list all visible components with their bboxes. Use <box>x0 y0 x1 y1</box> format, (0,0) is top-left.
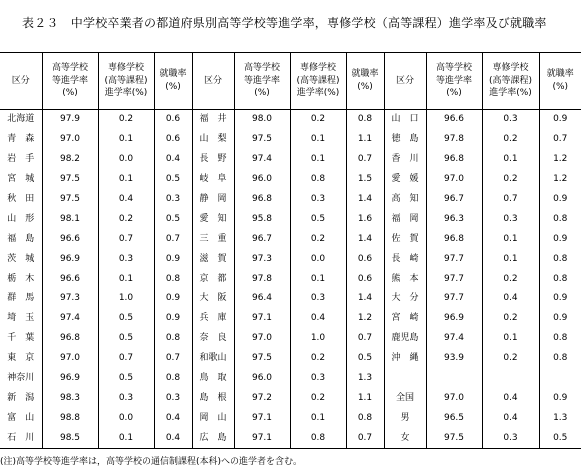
header-hs-rate-line: 高等学校 <box>243 63 280 74</box>
region-name: 群 馬 <box>7 293 35 304</box>
region-name: 沖 縄 <box>384 349 426 369</box>
senshu-rate-value: 0.5 <box>98 329 154 349</box>
senshu-rate-value: 0.2 <box>482 349 539 369</box>
header-hs-rate-line: 高等学校 <box>51 63 88 74</box>
header-senshu-rate-line: (高等課程) <box>296 75 340 86</box>
table-title: 表２３ 中学校卒業者の都道府県別高等学校等進学率，専修学校（高等課程）進学率及び就職率 <box>22 16 547 30</box>
hs-rate-value: 96.8 <box>426 229 482 249</box>
header-region: 区分 <box>192 53 234 110</box>
employ-rate-value: 1.2 <box>539 150 581 170</box>
hs-rate-value: 97.0 <box>426 170 482 190</box>
table-row <box>0 309 581 329</box>
hs-rate-value: 97.5 <box>234 130 290 150</box>
region-name: 宮 崎 <box>384 309 426 329</box>
hs-rate-value: 97.0 <box>42 349 98 369</box>
region-name: 新 潟 <box>7 392 35 403</box>
header-senshu-rate-line: (高等課程) <box>104 75 148 86</box>
hs-rate-value: 97.8 <box>426 130 482 150</box>
hs-rate-value: 97.5 <box>42 170 98 190</box>
region-name: 滋 賀 <box>192 249 234 269</box>
hs-rate-value: 97.9 <box>42 110 98 130</box>
hs-rate-value: 96.8 <box>426 150 482 170</box>
senshu-rate-value: 0.1 <box>98 269 154 289</box>
senshu-rate-value: 0.3 <box>290 369 346 389</box>
hs-rate-value: 96.7 <box>234 229 290 249</box>
header-senshu-rate-line: 専修学校 <box>492 63 529 74</box>
table-row <box>0 110 581 130</box>
senshu-rate-value: 0.7 <box>98 349 154 369</box>
region-name: 広 島 <box>192 428 234 448</box>
hs-rate-value: 96.6 <box>42 229 98 249</box>
employ-rate-value: 1.3 <box>539 408 581 428</box>
hs-rate-value: 96.6 <box>426 110 482 130</box>
hs-rate-value: 97.7 <box>426 289 482 309</box>
region-name: 鳥 取 <box>192 369 234 389</box>
employ-rate-value: 1.4 <box>346 229 384 249</box>
region-name: 奈 良 <box>192 329 234 349</box>
employ-rate-value: 0.5 <box>154 209 192 229</box>
senshu-rate-value: 0.7 <box>482 190 539 210</box>
employ-rate-value: 0.7 <box>346 428 384 448</box>
senshu-rate-value: 0.4 <box>98 190 154 210</box>
region-name: 石 川 <box>0 428 42 448</box>
region-name: 神奈川 <box>7 373 35 384</box>
header-hs-rate <box>234 53 290 110</box>
region-name: 島 根 <box>192 388 234 408</box>
region-name: 全国 <box>384 388 426 408</box>
hs-rate-value: 97.3 <box>42 289 98 309</box>
header-employ-rate-line: (%) <box>165 82 181 92</box>
region-name: 長 野 <box>192 150 234 170</box>
hs-rate-value: 98.1 <box>42 209 98 229</box>
senshu-rate-value: 0.5 <box>290 209 346 229</box>
table-row <box>0 329 581 349</box>
table-row <box>0 229 581 249</box>
senshu-rate-value: 0.1 <box>482 229 539 249</box>
hs-rate-value: 97.5 <box>426 428 482 448</box>
hs-rate-value: 97.8 <box>234 269 290 289</box>
senshu-rate-value: 0.1 <box>98 170 154 190</box>
header-hs-rate <box>42 53 98 110</box>
hs-rate-value: 97.0 <box>42 130 98 150</box>
hs-rate-value: 96.8 <box>42 329 98 349</box>
employ-rate-value: 0.8 <box>539 349 581 369</box>
senshu-rate-value: 0.2 <box>482 269 539 289</box>
hs-rate-value: 97.4 <box>42 309 98 329</box>
senshu-rate-value: 0.4 <box>482 388 539 408</box>
region-name: 鹿児島 <box>384 329 426 349</box>
employ-rate-value: 0.9 <box>539 229 581 249</box>
region-name: 千 葉 <box>7 333 35 344</box>
header-employ-rate-line: (%) <box>552 82 569 92</box>
header-senshu-rate-line: 専修学校 <box>299 63 336 74</box>
senshu-rate-value: 0.3 <box>98 388 154 408</box>
region-name: 静 岡 <box>192 190 234 210</box>
hs-rate-value <box>426 369 482 389</box>
table-row <box>0 428 581 448</box>
table-row <box>0 190 581 210</box>
senshu-rate-value: 0.0 <box>290 249 346 269</box>
header-employ-rate <box>346 53 384 110</box>
senshu-rate-value: 0.2 <box>290 349 346 369</box>
region-name: 北海道 <box>7 114 35 125</box>
header-senshu-rate-line: 進学率(%) <box>104 88 148 99</box>
employ-rate-value: 0.8 <box>154 369 192 389</box>
region-name: 兵 庫 <box>192 309 234 329</box>
hs-rate-value: 97.1 <box>234 309 290 329</box>
senshu-rate-value: 0.1 <box>482 249 539 269</box>
region-name <box>384 369 426 389</box>
senshu-rate-value: 0.3 <box>482 209 539 229</box>
employ-rate-value: 1.1 <box>346 130 384 150</box>
hs-rate-value: 96.6 <box>42 269 98 289</box>
hs-rate-value: 93.9 <box>426 349 482 369</box>
header-hs-rate-line: 等進学率 <box>243 75 280 86</box>
header-employ-rate-line: 就職率 <box>546 69 574 80</box>
employ-rate-value: 0.3 <box>154 388 192 408</box>
table-row <box>0 349 581 369</box>
header-senshu-rate <box>482 53 539 110</box>
employ-rate-value: 0.5 <box>539 428 581 448</box>
region-name: 東 京 <box>7 353 35 364</box>
header-employ-rate-line: 就職率 <box>159 69 187 80</box>
region-name: 宮 城 <box>7 174 35 185</box>
senshu-rate-value: 0.5 <box>98 309 154 329</box>
header-employ-rate <box>154 53 192 110</box>
hs-rate-value: 97.7 <box>426 269 482 289</box>
header-hs-rate-line: 高等学校 <box>435 63 472 74</box>
employ-rate-value: 0.3 <box>154 190 192 210</box>
header-senshu-rate-line: 進学率(%) <box>296 88 340 99</box>
employ-rate-value: 0.9 <box>154 309 192 329</box>
hs-rate-value: 98.0 <box>234 110 290 130</box>
region-name: 愛 知 <box>192 209 234 229</box>
hs-rate-value: 97.5 <box>42 190 98 210</box>
hs-rate-value: 98.5 <box>42 428 98 448</box>
region-name: 長 崎 <box>384 249 426 269</box>
hs-rate-value: 97.5 <box>234 349 290 369</box>
employ-rate-value: 0.4 <box>154 428 192 448</box>
hs-rate-value: 97.1 <box>234 408 290 428</box>
header-senshu-rate-line: 専修学校 <box>107 63 144 74</box>
senshu-rate-value: 1.0 <box>98 289 154 309</box>
region-name: 徳 島 <box>384 130 426 150</box>
region-name: 岡 山 <box>192 408 234 428</box>
hs-rate-value: 97.0 <box>426 388 482 408</box>
employ-rate-value: 0.7 <box>346 150 384 170</box>
employ-rate-value: 0.9 <box>539 289 581 309</box>
region-name: 愛 媛 <box>384 170 426 190</box>
senshu-rate-value: 0.2 <box>482 170 539 190</box>
hs-rate-value: 96.5 <box>426 408 482 428</box>
table-row <box>0 170 581 190</box>
senshu-rate-value: 0.1 <box>98 130 154 150</box>
region-name: 富 山 <box>7 412 35 423</box>
footnote: (注)高等学校等進学率は，高等学校の通信制課程(本科)への進学者を含む。 <box>0 457 303 467</box>
header-employ-rate-line: (%) <box>357 82 373 92</box>
table-row <box>0 289 581 309</box>
senshu-rate-value: 0.3 <box>290 289 346 309</box>
region-name: 茨 城 <box>7 253 35 264</box>
employ-rate-value: 0.9 <box>539 388 581 408</box>
header-employ-rate <box>539 53 581 110</box>
employ-rate-value: 0.8 <box>346 408 384 428</box>
region-name: 山 梨 <box>192 130 234 150</box>
hs-rate-value: 97.1 <box>234 428 290 448</box>
employ-rate-value: 0.8 <box>154 329 192 349</box>
employ-rate-value: 0.8 <box>539 269 581 289</box>
region-name: 佐 賀 <box>384 229 426 249</box>
employ-rate-value: 0.9 <box>539 309 581 329</box>
region-name: 福 井 <box>192 110 234 130</box>
header-hs-rate-line: (%) <box>62 88 78 99</box>
employ-rate-value: 1.1 <box>346 388 384 408</box>
senshu-rate-value: 0.0 <box>98 150 154 170</box>
senshu-rate-value: 0.2 <box>98 209 154 229</box>
header-hs-rate <box>426 53 482 110</box>
employ-rate-value: 1.6 <box>346 209 384 229</box>
region-name: 京 都 <box>192 269 234 289</box>
region-name: 秋 田 <box>7 194 35 204</box>
hs-rate-value: 96.7 <box>426 190 482 210</box>
header-region: 区分 <box>0 53 42 110</box>
header-senshu-rate-line: 進学率(%) <box>489 88 532 99</box>
senshu-rate-value: 0.2 <box>290 110 346 130</box>
region-name: 女 <box>384 428 426 448</box>
senshu-rate-value: 0.2 <box>482 130 539 150</box>
region-name: 福 岡 <box>384 209 426 229</box>
employ-rate-value: 0.8 <box>539 209 581 229</box>
hs-rate-value: 96.9 <box>42 249 98 269</box>
region-name: 山 形 <box>7 213 35 224</box>
employ-rate-value: 0.6 <box>346 269 384 289</box>
table-row <box>0 249 581 269</box>
employ-rate-value: 0.8 <box>154 269 192 289</box>
table-row <box>0 269 581 289</box>
table-row <box>0 130 581 150</box>
employ-rate-value: 0.7 <box>154 349 192 369</box>
senshu-rate-value: 0.3 <box>98 249 154 269</box>
enrollment-table <box>0 52 581 449</box>
senshu-rate-value: 0.5 <box>98 369 154 389</box>
senshu-rate-value: 0.3 <box>290 190 346 210</box>
employ-rate-value: 0.9 <box>539 190 581 210</box>
hs-rate-value: 96.3 <box>426 209 482 229</box>
region-name: 岩 手 <box>7 154 35 165</box>
table-header-row <box>0 53 581 110</box>
region-name: 栃 木 <box>7 273 35 284</box>
region-name: 大 分 <box>384 289 426 309</box>
employ-rate-value: 0.5 <box>154 170 192 190</box>
employ-rate-value: 0.8 <box>539 249 581 269</box>
senshu-rate-value: 0.8 <box>290 170 346 190</box>
region-name: 岐 阜 <box>192 170 234 190</box>
senshu-rate-value: 0.4 <box>482 289 539 309</box>
hs-rate-value: 98.8 <box>42 408 98 428</box>
senshu-rate-value: 0.1 <box>482 150 539 170</box>
header-senshu-rate <box>98 53 154 110</box>
senshu-rate-value: 0.7 <box>98 229 154 249</box>
employ-rate-value: 1.2 <box>346 309 384 329</box>
hs-rate-value: 98.2 <box>42 150 98 170</box>
region-name: 福 島 <box>7 233 35 244</box>
region-name: 埼 玉 <box>7 313 35 324</box>
senshu-rate-value: 1.0 <box>290 329 346 349</box>
hs-rate-value: 97.3 <box>234 249 290 269</box>
senshu-rate-value: 0.2 <box>290 229 346 249</box>
employ-rate-value: 0.6 <box>346 249 384 269</box>
employ-rate-value: 0.9 <box>539 110 581 130</box>
senshu-rate-value: 0.1 <box>290 408 346 428</box>
employ-rate-value: 0.9 <box>154 249 192 269</box>
senshu-rate-value: 0.1 <box>482 329 539 349</box>
hs-rate-value: 96.9 <box>42 369 98 389</box>
hs-rate-value: 96.8 <box>234 190 290 210</box>
employ-rate-value: 1.3 <box>346 369 384 389</box>
region-name: 青 森 <box>7 134 35 145</box>
senshu-rate-value: 0.3 <box>482 110 539 130</box>
hs-rate-value: 96.0 <box>234 170 290 190</box>
employ-rate-value <box>539 369 581 389</box>
hs-rate-value: 96.4 <box>234 289 290 309</box>
header-hs-rate-line: (%) <box>446 88 462 99</box>
hs-rate-value: 95.8 <box>234 209 290 229</box>
header-hs-rate-line: 等進学率 <box>51 75 88 86</box>
employ-rate-value: 0.4 <box>154 150 192 170</box>
employ-rate-value: 0.7 <box>154 229 192 249</box>
hs-rate-value: 98.3 <box>42 388 98 408</box>
hs-rate-value: 97.4 <box>426 329 482 349</box>
hs-rate-value: 97.4 <box>234 150 290 170</box>
employ-rate-value: 0.6 <box>154 110 192 130</box>
senshu-rate-value <box>482 369 539 389</box>
header-region: 区分 <box>384 53 426 110</box>
region-name: 男 <box>384 408 426 428</box>
header-senshu-rate-line: (高等課程) <box>488 75 533 86</box>
employ-rate-value: 1.4 <box>346 289 384 309</box>
employ-rate-value: 0.7 <box>539 130 581 150</box>
employ-rate-value: 0.9 <box>154 289 192 309</box>
senshu-rate-value: 0.1 <box>290 269 346 289</box>
employ-rate-value: 0.8 <box>539 329 581 349</box>
senshu-rate-value: 0.2 <box>290 388 346 408</box>
table-row <box>0 388 581 408</box>
senshu-rate-value: 0.4 <box>482 408 539 428</box>
header-employ-rate-line: 就職率 <box>351 69 379 80</box>
region-name: 香 川 <box>384 150 426 170</box>
region-name: 熊 本 <box>384 269 426 289</box>
senshu-rate-value: 0.4 <box>290 309 346 329</box>
region-name: 大 阪 <box>192 289 234 309</box>
senshu-rate-value: 0.1 <box>98 428 154 448</box>
region-name: 三 重 <box>192 229 234 249</box>
hs-rate-value: 97.2 <box>234 388 290 408</box>
hs-rate-value: 97.7 <box>426 249 482 269</box>
employ-rate-value: 0.7 <box>346 329 384 349</box>
table-row <box>0 209 581 229</box>
table-row <box>0 408 581 428</box>
employ-rate-value: 0.5 <box>346 349 384 369</box>
hs-rate-value: 96.0 <box>234 369 290 389</box>
employ-rate-value: 1.5 <box>346 170 384 190</box>
header-hs-rate-line: (%) <box>254 88 270 99</box>
hs-rate-value: 96.9 <box>426 309 482 329</box>
senshu-rate-value: 0.8 <box>290 428 346 448</box>
table-row <box>0 369 581 389</box>
region-name: 和歌山 <box>192 349 234 369</box>
senshu-rate-value: 0.2 <box>482 309 539 329</box>
senshu-rate-value: 0.2 <box>98 110 154 130</box>
header-hs-rate-line: 等進学率 <box>435 75 472 86</box>
senshu-rate-value: 0.1 <box>290 130 346 150</box>
senshu-rate-value: 0.3 <box>482 428 539 448</box>
employ-rate-value: 1.2 <box>539 170 581 190</box>
employ-rate-value: 0.8 <box>346 110 384 130</box>
hs-rate-value: 97.0 <box>234 329 290 349</box>
header-senshu-rate <box>290 53 346 110</box>
table-row <box>0 150 581 170</box>
region-name: 高 知 <box>384 190 426 210</box>
region-name: 山 口 <box>384 110 426 130</box>
employ-rate-value: 0.6 <box>154 130 192 150</box>
senshu-rate-value: 0.1 <box>290 150 346 170</box>
senshu-rate-value: 0.0 <box>98 408 154 428</box>
employ-rate-value: 1.4 <box>346 190 384 210</box>
employ-rate-value: 0.4 <box>154 408 192 428</box>
